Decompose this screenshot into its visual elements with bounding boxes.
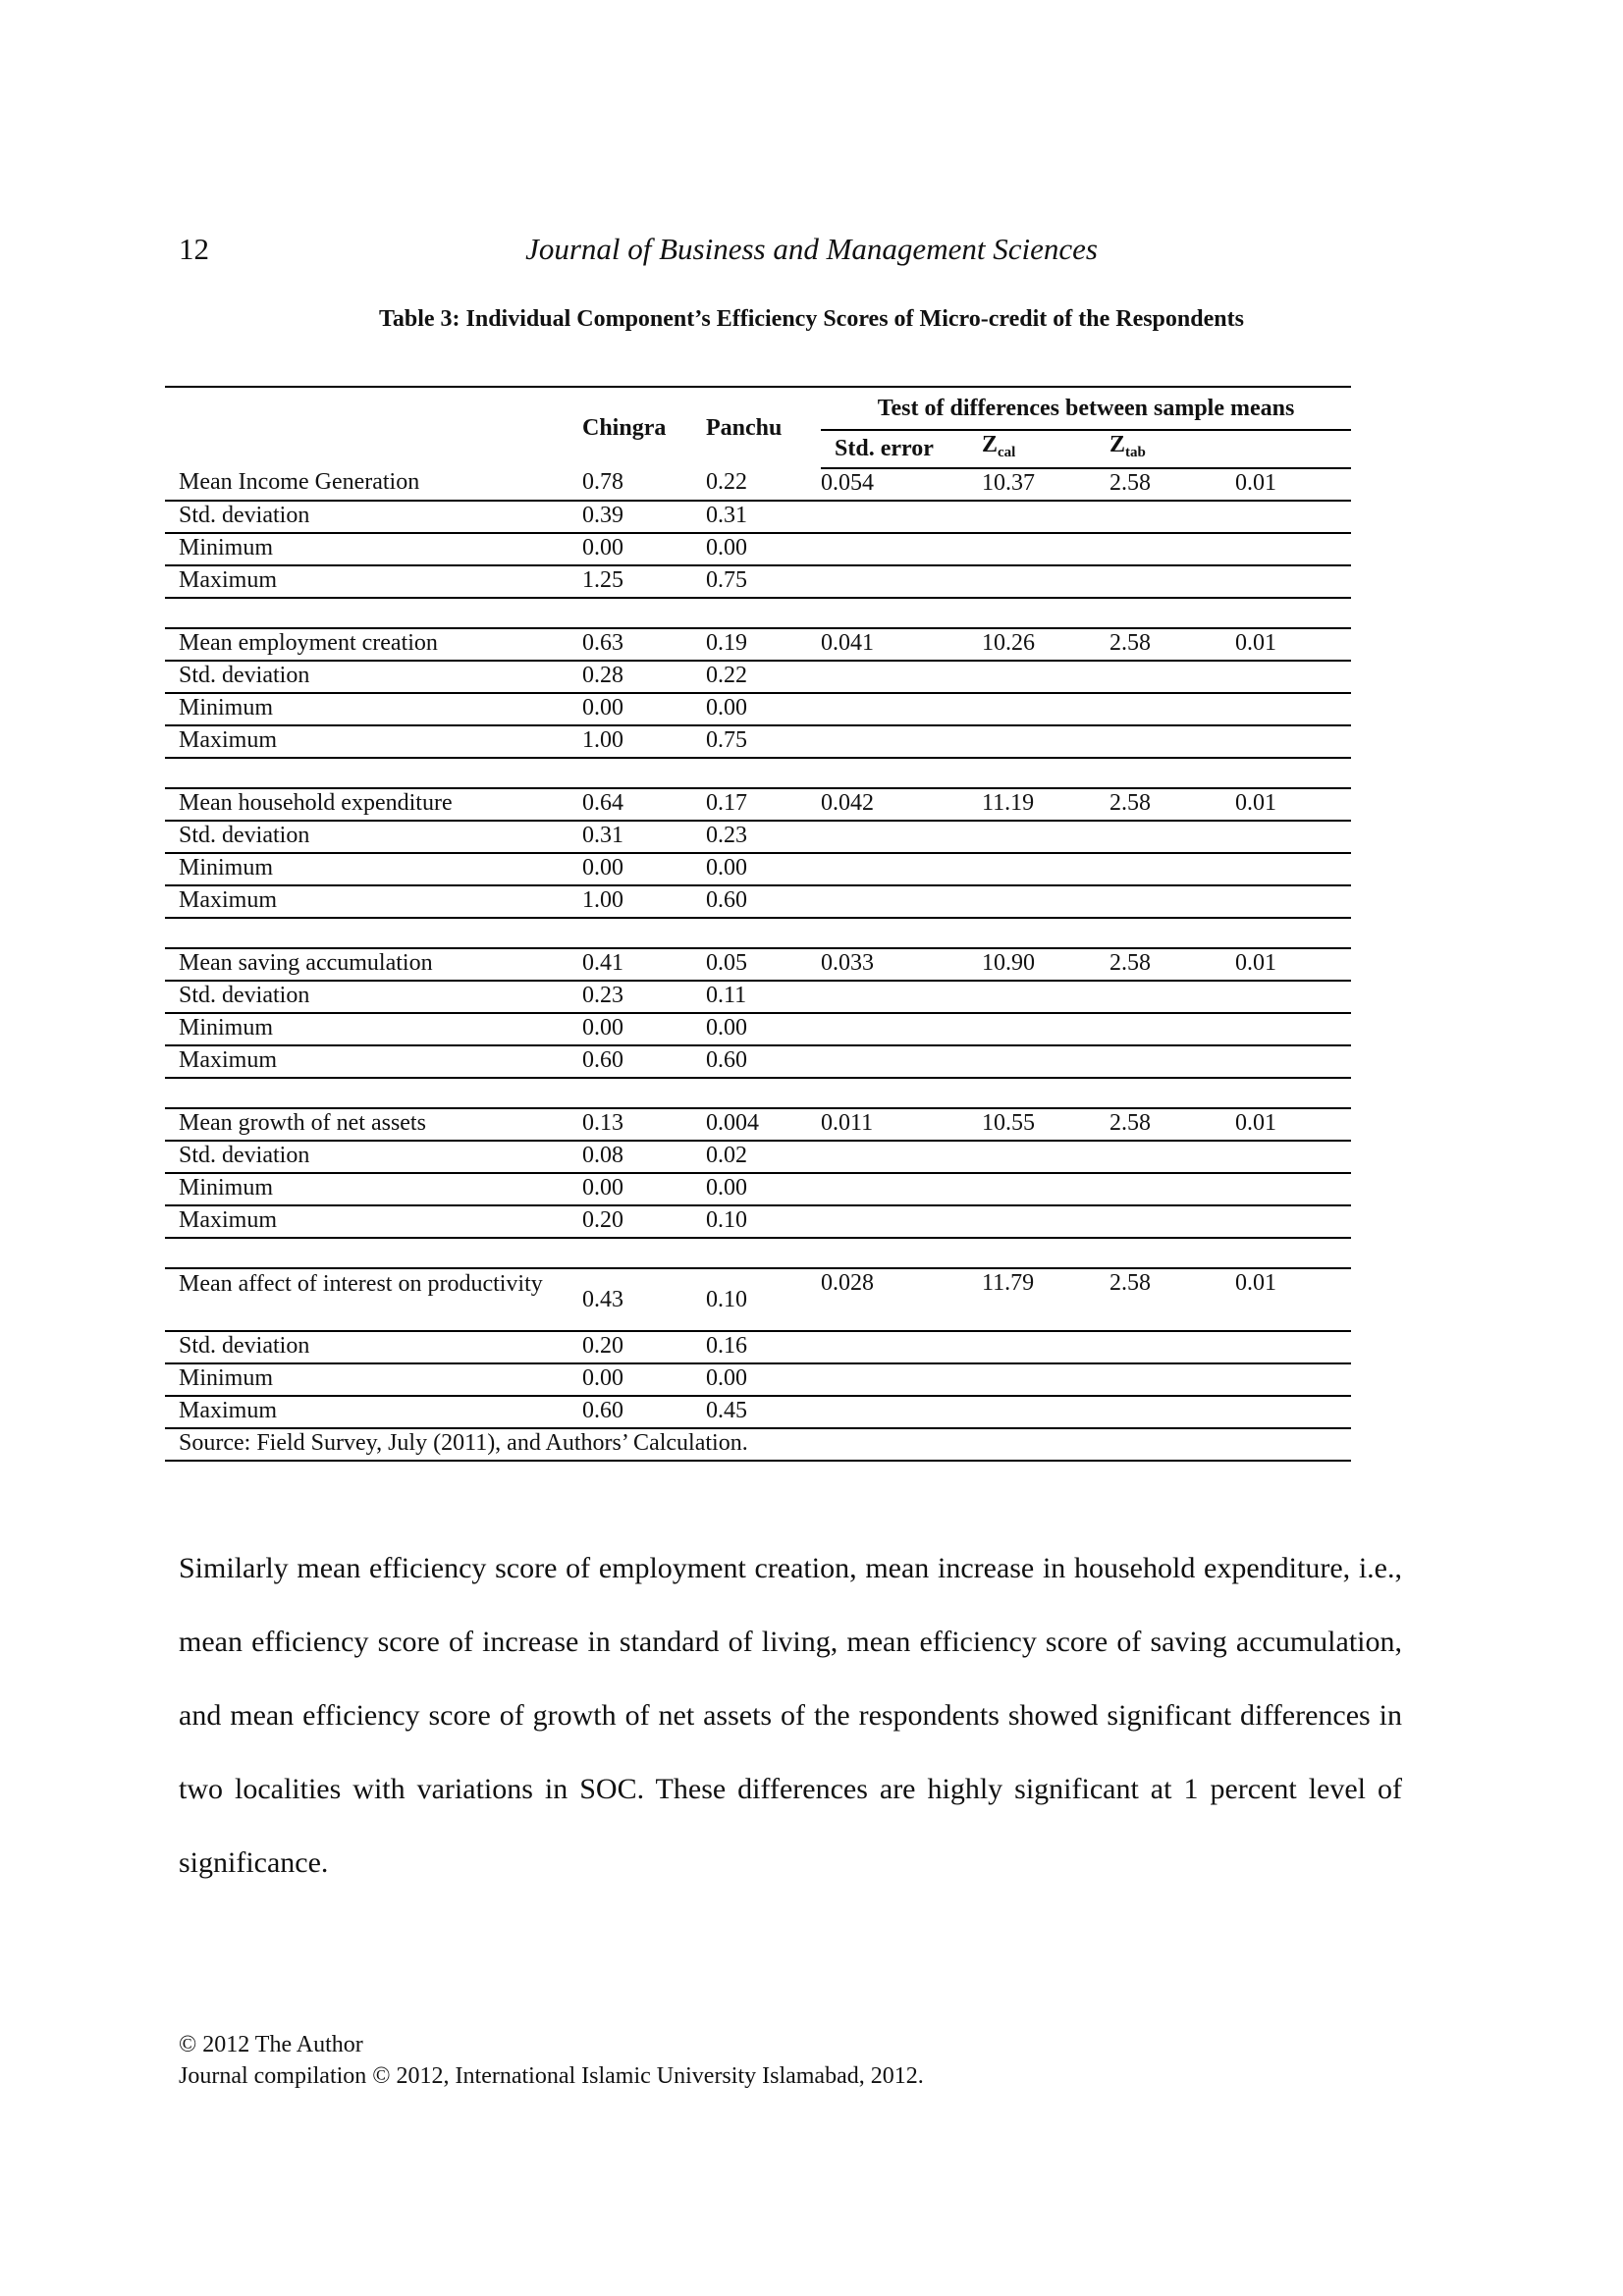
cell-z-tab bbox=[1109, 501, 1235, 533]
row-label: Mean employment creation bbox=[179, 630, 438, 656]
spacer-cell bbox=[165, 1238, 1351, 1268]
cell-std-error: 0.041 bbox=[821, 630, 874, 656]
row-label: Minimum bbox=[179, 535, 274, 561]
cell-sig bbox=[1235, 853, 1351, 885]
efficiency-scores-table bbox=[165, 386, 1351, 1462]
col-header-blank bbox=[1235, 430, 1351, 468]
cell-sig bbox=[1235, 1205, 1351, 1238]
cell-z-tab bbox=[1109, 1363, 1235, 1396]
cell-sig bbox=[1235, 565, 1351, 598]
cell-std-error bbox=[821, 1331, 982, 1363]
cell-chingra: 0.60 bbox=[582, 1398, 623, 1423]
cell-chingra: 0.28 bbox=[582, 663, 623, 688]
row-label: Maximum bbox=[179, 567, 277, 593]
cell-z-tab: 2.58 bbox=[1109, 950, 1151, 976]
source-row bbox=[165, 1428, 1351, 1461]
group-spacer-row bbox=[165, 1078, 1351, 1108]
cell-std-error bbox=[821, 725, 982, 758]
cell-panchu: 0.60 bbox=[706, 887, 747, 913]
table-row bbox=[165, 1141, 1351, 1173]
table-row bbox=[165, 1045, 1351, 1078]
cell-chingra: 0.39 bbox=[582, 503, 623, 528]
cell-z-cal bbox=[982, 565, 1109, 598]
col-header-chingra: Chingra bbox=[582, 414, 667, 441]
table-row bbox=[165, 725, 1351, 758]
cell-sig bbox=[1235, 1045, 1351, 1078]
spacer-cell bbox=[165, 1078, 1351, 1108]
cell-panchu: 0.00 bbox=[706, 1365, 747, 1391]
spacer-cell bbox=[165, 918, 1351, 948]
row-label: Minimum bbox=[179, 855, 274, 881]
table-row bbox=[165, 501, 1351, 533]
cell-std-error: 0.011 bbox=[821, 1110, 874, 1136]
cell-chingra: 0.13 bbox=[582, 1110, 623, 1136]
spacer-cell bbox=[165, 758, 1351, 788]
table-row bbox=[165, 853, 1351, 885]
z-tab-main: Z bbox=[1109, 432, 1126, 457]
row-label: Minimum bbox=[179, 1365, 274, 1391]
cell-z-cal bbox=[982, 885, 1109, 918]
cell-panchu: 0.23 bbox=[706, 823, 747, 848]
cell-panchu: 0.22 bbox=[706, 469, 747, 495]
cell-z-cal bbox=[982, 853, 1109, 885]
cell-sig bbox=[1235, 693, 1351, 725]
cell-std-error bbox=[821, 853, 982, 885]
cell-std-error bbox=[821, 693, 982, 725]
cell-chingra: 0.00 bbox=[582, 1015, 623, 1041]
table-row bbox=[165, 693, 1351, 725]
cell-z-tab bbox=[1109, 821, 1235, 853]
row-label: Std. deviation bbox=[179, 823, 310, 848]
cell-z-cal: 11.19 bbox=[982, 790, 1035, 816]
table-row bbox=[165, 821, 1351, 853]
row-label: Std. deviation bbox=[179, 663, 310, 688]
cell-sig: 0.01 bbox=[1235, 790, 1276, 816]
group-spacer-row bbox=[165, 918, 1351, 948]
row-label: Std. deviation bbox=[179, 1333, 310, 1359]
spacer-cell bbox=[165, 598, 1351, 628]
z-tab-sub: tab bbox=[1125, 445, 1146, 460]
cell-z-tab: 2.58 bbox=[1109, 630, 1151, 656]
footer-copyright: © 2012 The Author bbox=[179, 2032, 363, 2057]
row-label: Std. deviation bbox=[179, 983, 310, 1008]
cell-panchu: 0.10 bbox=[706, 1286, 747, 1312]
cell-panchu: 0.45 bbox=[706, 1398, 747, 1423]
cell-chingra: 0.00 bbox=[582, 695, 623, 721]
cell-sig bbox=[1235, 725, 1351, 758]
cell-z-tab bbox=[1109, 1205, 1235, 1238]
table-row bbox=[165, 1013, 1351, 1045]
cell-z-cal bbox=[982, 1173, 1109, 1205]
cell-z-cal: 10.55 bbox=[982, 1110, 1035, 1136]
body-paragraph: Similarly mean efficiency score of employment creation, mean increase in household expenditure, i.e., mean efficiency score of increase in standard of living, mean efficiency score of saving accumulation, and mean efficiency score of growth of net assets of the respondents showed significant differences in two localities with variations in SOC. These differences are highly significant at 1 percent level of significance. bbox=[179, 1552, 1402, 1879]
cell-chingra: 0.60 bbox=[582, 1047, 623, 1073]
cell-z-cal bbox=[982, 1331, 1109, 1363]
cell-z-cal: 11.79 bbox=[982, 1270, 1035, 1296]
cell-z-cal bbox=[982, 1013, 1109, 1045]
cell-sig bbox=[1235, 1363, 1351, 1396]
row-label: Mean saving accumulation bbox=[179, 950, 433, 976]
cell-z-tab bbox=[1109, 1141, 1235, 1173]
cell-panchu: 0.02 bbox=[706, 1143, 747, 1168]
cell-sig bbox=[1235, 1141, 1351, 1173]
cell-sig bbox=[1235, 821, 1351, 853]
cell-panchu: 0.60 bbox=[706, 1047, 747, 1073]
cell-sig bbox=[1235, 1173, 1351, 1205]
cell-z-cal: 10.37 bbox=[982, 470, 1035, 496]
cell-std-error bbox=[821, 533, 982, 565]
cell-sig: 0.01 bbox=[1235, 630, 1276, 656]
footer-compilation: Journal compilation © 2012, International Islamic University Islamabad, 2012. bbox=[179, 2063, 924, 2089]
table-row bbox=[165, 1363, 1351, 1396]
cell-z-tab bbox=[1109, 1331, 1235, 1363]
cell-chingra: 0.23 bbox=[582, 983, 623, 1008]
group-spacer-row bbox=[165, 1238, 1351, 1268]
col-header-std-error: Std. error bbox=[821, 430, 982, 468]
row-label: Minimum bbox=[179, 1175, 274, 1201]
cell-sig bbox=[1235, 533, 1351, 565]
cell-std-error bbox=[821, 661, 982, 693]
cell-z-tab bbox=[1109, 693, 1235, 725]
cell-sig bbox=[1235, 1013, 1351, 1045]
group-spacer-row bbox=[165, 598, 1351, 628]
cell-panchu: 0.31 bbox=[706, 503, 747, 528]
cell-z-tab: 2.58 bbox=[1109, 1270, 1151, 1296]
cell-z-cal bbox=[982, 661, 1109, 693]
table-row bbox=[165, 628, 1351, 661]
row-label: Mean growth of net assets bbox=[179, 1110, 426, 1136]
row-label: Maximum bbox=[179, 1207, 277, 1233]
cell-z-tab bbox=[1109, 661, 1235, 693]
cell-sig: 0.01 bbox=[1235, 1110, 1276, 1136]
cell-std-error bbox=[821, 885, 982, 918]
cell-sig bbox=[1235, 885, 1351, 918]
row-label: Mean Income Generation bbox=[179, 469, 420, 495]
row-label: Maximum bbox=[179, 1047, 277, 1073]
cell-z-tab bbox=[1109, 885, 1235, 918]
cell-sig bbox=[1235, 1396, 1351, 1428]
table-row bbox=[165, 885, 1351, 918]
cell-z-tab bbox=[1109, 565, 1235, 598]
cell-panchu: 0.19 bbox=[706, 630, 747, 656]
row-label: Maximum bbox=[179, 887, 277, 913]
cell-std-error bbox=[821, 1045, 982, 1078]
cell-z-tab bbox=[1109, 1173, 1235, 1205]
cell-sig: 0.01 bbox=[1235, 1270, 1276, 1296]
col-header-z-cal bbox=[982, 430, 1109, 468]
cell-z-tab: 2.58 bbox=[1109, 470, 1151, 496]
cell-std-error bbox=[821, 1173, 982, 1205]
cell-panchu: 0.00 bbox=[706, 855, 747, 881]
row-label: Maximum bbox=[179, 1398, 277, 1423]
cell-z-cal bbox=[982, 1396, 1109, 1428]
cell-z-cal bbox=[982, 821, 1109, 853]
cell-z-cal bbox=[982, 693, 1109, 725]
group-spacer-row bbox=[165, 758, 1351, 788]
col-header-panchu: Panchu bbox=[706, 414, 783, 441]
table-row bbox=[165, 661, 1351, 693]
cell-chingra: 0.00 bbox=[582, 1175, 623, 1201]
cell-z-cal bbox=[982, 1045, 1109, 1078]
cell-std-error bbox=[821, 821, 982, 853]
cell-panchu: 0.75 bbox=[706, 567, 747, 593]
cell-std-error: 0.033 bbox=[821, 950, 874, 976]
cell-panchu: 0.16 bbox=[706, 1333, 747, 1359]
cell-panchu: 0.00 bbox=[706, 1015, 747, 1041]
cell-panchu: 0.004 bbox=[706, 1110, 759, 1136]
cell-z-cal: 10.90 bbox=[982, 950, 1035, 976]
cell-sig bbox=[1235, 981, 1351, 1013]
cell-chingra: 0.31 bbox=[582, 823, 623, 848]
cell-std-error: 0.054 bbox=[821, 470, 874, 496]
cell-chingra: 0.20 bbox=[582, 1333, 623, 1359]
cell-panchu: 0.75 bbox=[706, 727, 747, 753]
col-header-test-group: Test of differences between sample means bbox=[821, 387, 1351, 430]
table-row bbox=[165, 1173, 1351, 1205]
cell-sig bbox=[1235, 501, 1351, 533]
cell-z-cal bbox=[982, 725, 1109, 758]
cell-z-tab bbox=[1109, 725, 1235, 758]
cell-z-cal bbox=[982, 533, 1109, 565]
cell-chingra: 0.20 bbox=[582, 1207, 623, 1233]
cell-chingra: 0.78 bbox=[582, 469, 623, 495]
cell-chingra: 1.00 bbox=[582, 727, 623, 753]
cell-std-error bbox=[821, 501, 982, 533]
row-label: Std. deviation bbox=[179, 503, 310, 528]
cell-panchu: 0.00 bbox=[706, 695, 747, 721]
cell-std-error: 0.028 bbox=[821, 1270, 874, 1296]
row-label: Mean household expenditure bbox=[179, 790, 453, 816]
z-cal-main: Z bbox=[982, 432, 999, 457]
header-blank bbox=[165, 387, 582, 468]
cell-chingra: 0.00 bbox=[582, 855, 623, 881]
cell-std-error bbox=[821, 1141, 982, 1173]
cell-sig bbox=[1235, 1331, 1351, 1363]
cell-chingra: 0.00 bbox=[582, 1365, 623, 1391]
z-cal-sub: cal bbox=[998, 445, 1016, 460]
table-row bbox=[165, 1331, 1351, 1363]
table-row bbox=[165, 1268, 1351, 1331]
cell-z-tab bbox=[1109, 533, 1235, 565]
cell-std-error bbox=[821, 1363, 982, 1396]
row-label: Maximum bbox=[179, 727, 277, 753]
table-row bbox=[165, 1108, 1351, 1141]
cell-chingra: 0.00 bbox=[582, 535, 623, 561]
table-caption: Table 3: Individual Component’s Efficiency Scores of Micro-credit of the Respondents bbox=[379, 306, 1244, 332]
table-row bbox=[165, 1205, 1351, 1238]
cell-panchu: 0.22 bbox=[706, 663, 747, 688]
cell-z-cal bbox=[982, 1205, 1109, 1238]
cell-panchu: 0.17 bbox=[706, 790, 747, 816]
cell-sig: 0.01 bbox=[1235, 470, 1276, 496]
page-number: 12 bbox=[179, 232, 209, 266]
cell-sig bbox=[1235, 661, 1351, 693]
table-row bbox=[165, 981, 1351, 1013]
cell-panchu: 0.00 bbox=[706, 535, 747, 561]
row-label: Minimum bbox=[179, 1015, 274, 1041]
cell-chingra: 0.43 bbox=[582, 1286, 623, 1312]
footer bbox=[179, 2029, 924, 2092]
cell-z-tab bbox=[1109, 1013, 1235, 1045]
row-label: Minimum bbox=[179, 695, 274, 721]
table-row bbox=[165, 1396, 1351, 1428]
table-row bbox=[165, 533, 1351, 565]
cell-chingra: 0.64 bbox=[582, 790, 623, 816]
cell-z-tab bbox=[1109, 981, 1235, 1013]
cell-std-error bbox=[821, 1205, 982, 1238]
cell-z-cal bbox=[982, 501, 1109, 533]
cell-panchu: 0.05 bbox=[706, 950, 747, 976]
cell-chingra: 1.00 bbox=[582, 887, 623, 913]
cell-z-tab: 2.58 bbox=[1109, 1110, 1151, 1136]
cell-z-cal bbox=[982, 981, 1109, 1013]
row-label: Mean affect of interest on productivity bbox=[179, 1271, 543, 1297]
cell-panchu: 0.00 bbox=[706, 1175, 747, 1201]
cell-std-error bbox=[821, 981, 982, 1013]
cell-std-error bbox=[821, 1013, 982, 1045]
cell-chingra: 0.41 bbox=[582, 950, 623, 976]
table-row bbox=[165, 788, 1351, 821]
cell-panchu: 0.11 bbox=[706, 983, 747, 1008]
cell-panchu: 0.10 bbox=[706, 1207, 747, 1233]
cell-z-cal bbox=[982, 1363, 1109, 1396]
cell-chingra: 0.63 bbox=[582, 630, 623, 656]
cell-std-error bbox=[821, 565, 982, 598]
col-header-z-tab bbox=[1109, 430, 1235, 468]
cell-std-error: 0.042 bbox=[821, 790, 874, 816]
table-row bbox=[165, 948, 1351, 981]
cell-chingra: 0.08 bbox=[582, 1143, 623, 1168]
cell-std-error bbox=[821, 1396, 982, 1428]
cell-chingra: 1.25 bbox=[582, 567, 623, 593]
cell-z-tab bbox=[1109, 1045, 1235, 1078]
row-label: Std. deviation bbox=[179, 1143, 310, 1168]
cell-z-cal bbox=[982, 1141, 1109, 1173]
cell-z-tab bbox=[1109, 853, 1235, 885]
table-row bbox=[165, 468, 1351, 501]
cell-z-cal: 10.26 bbox=[982, 630, 1035, 656]
cell-z-tab bbox=[1109, 1396, 1235, 1428]
cell-sig: 0.01 bbox=[1235, 950, 1276, 976]
running-head: Journal of Business and Management Sciences bbox=[525, 232, 1098, 266]
table-source-note: Source: Field Survey, July (2011), and Authors’ Calculation. bbox=[179, 1430, 748, 1456]
table-row bbox=[165, 565, 1351, 598]
cell-z-tab: 2.58 bbox=[1109, 790, 1151, 816]
